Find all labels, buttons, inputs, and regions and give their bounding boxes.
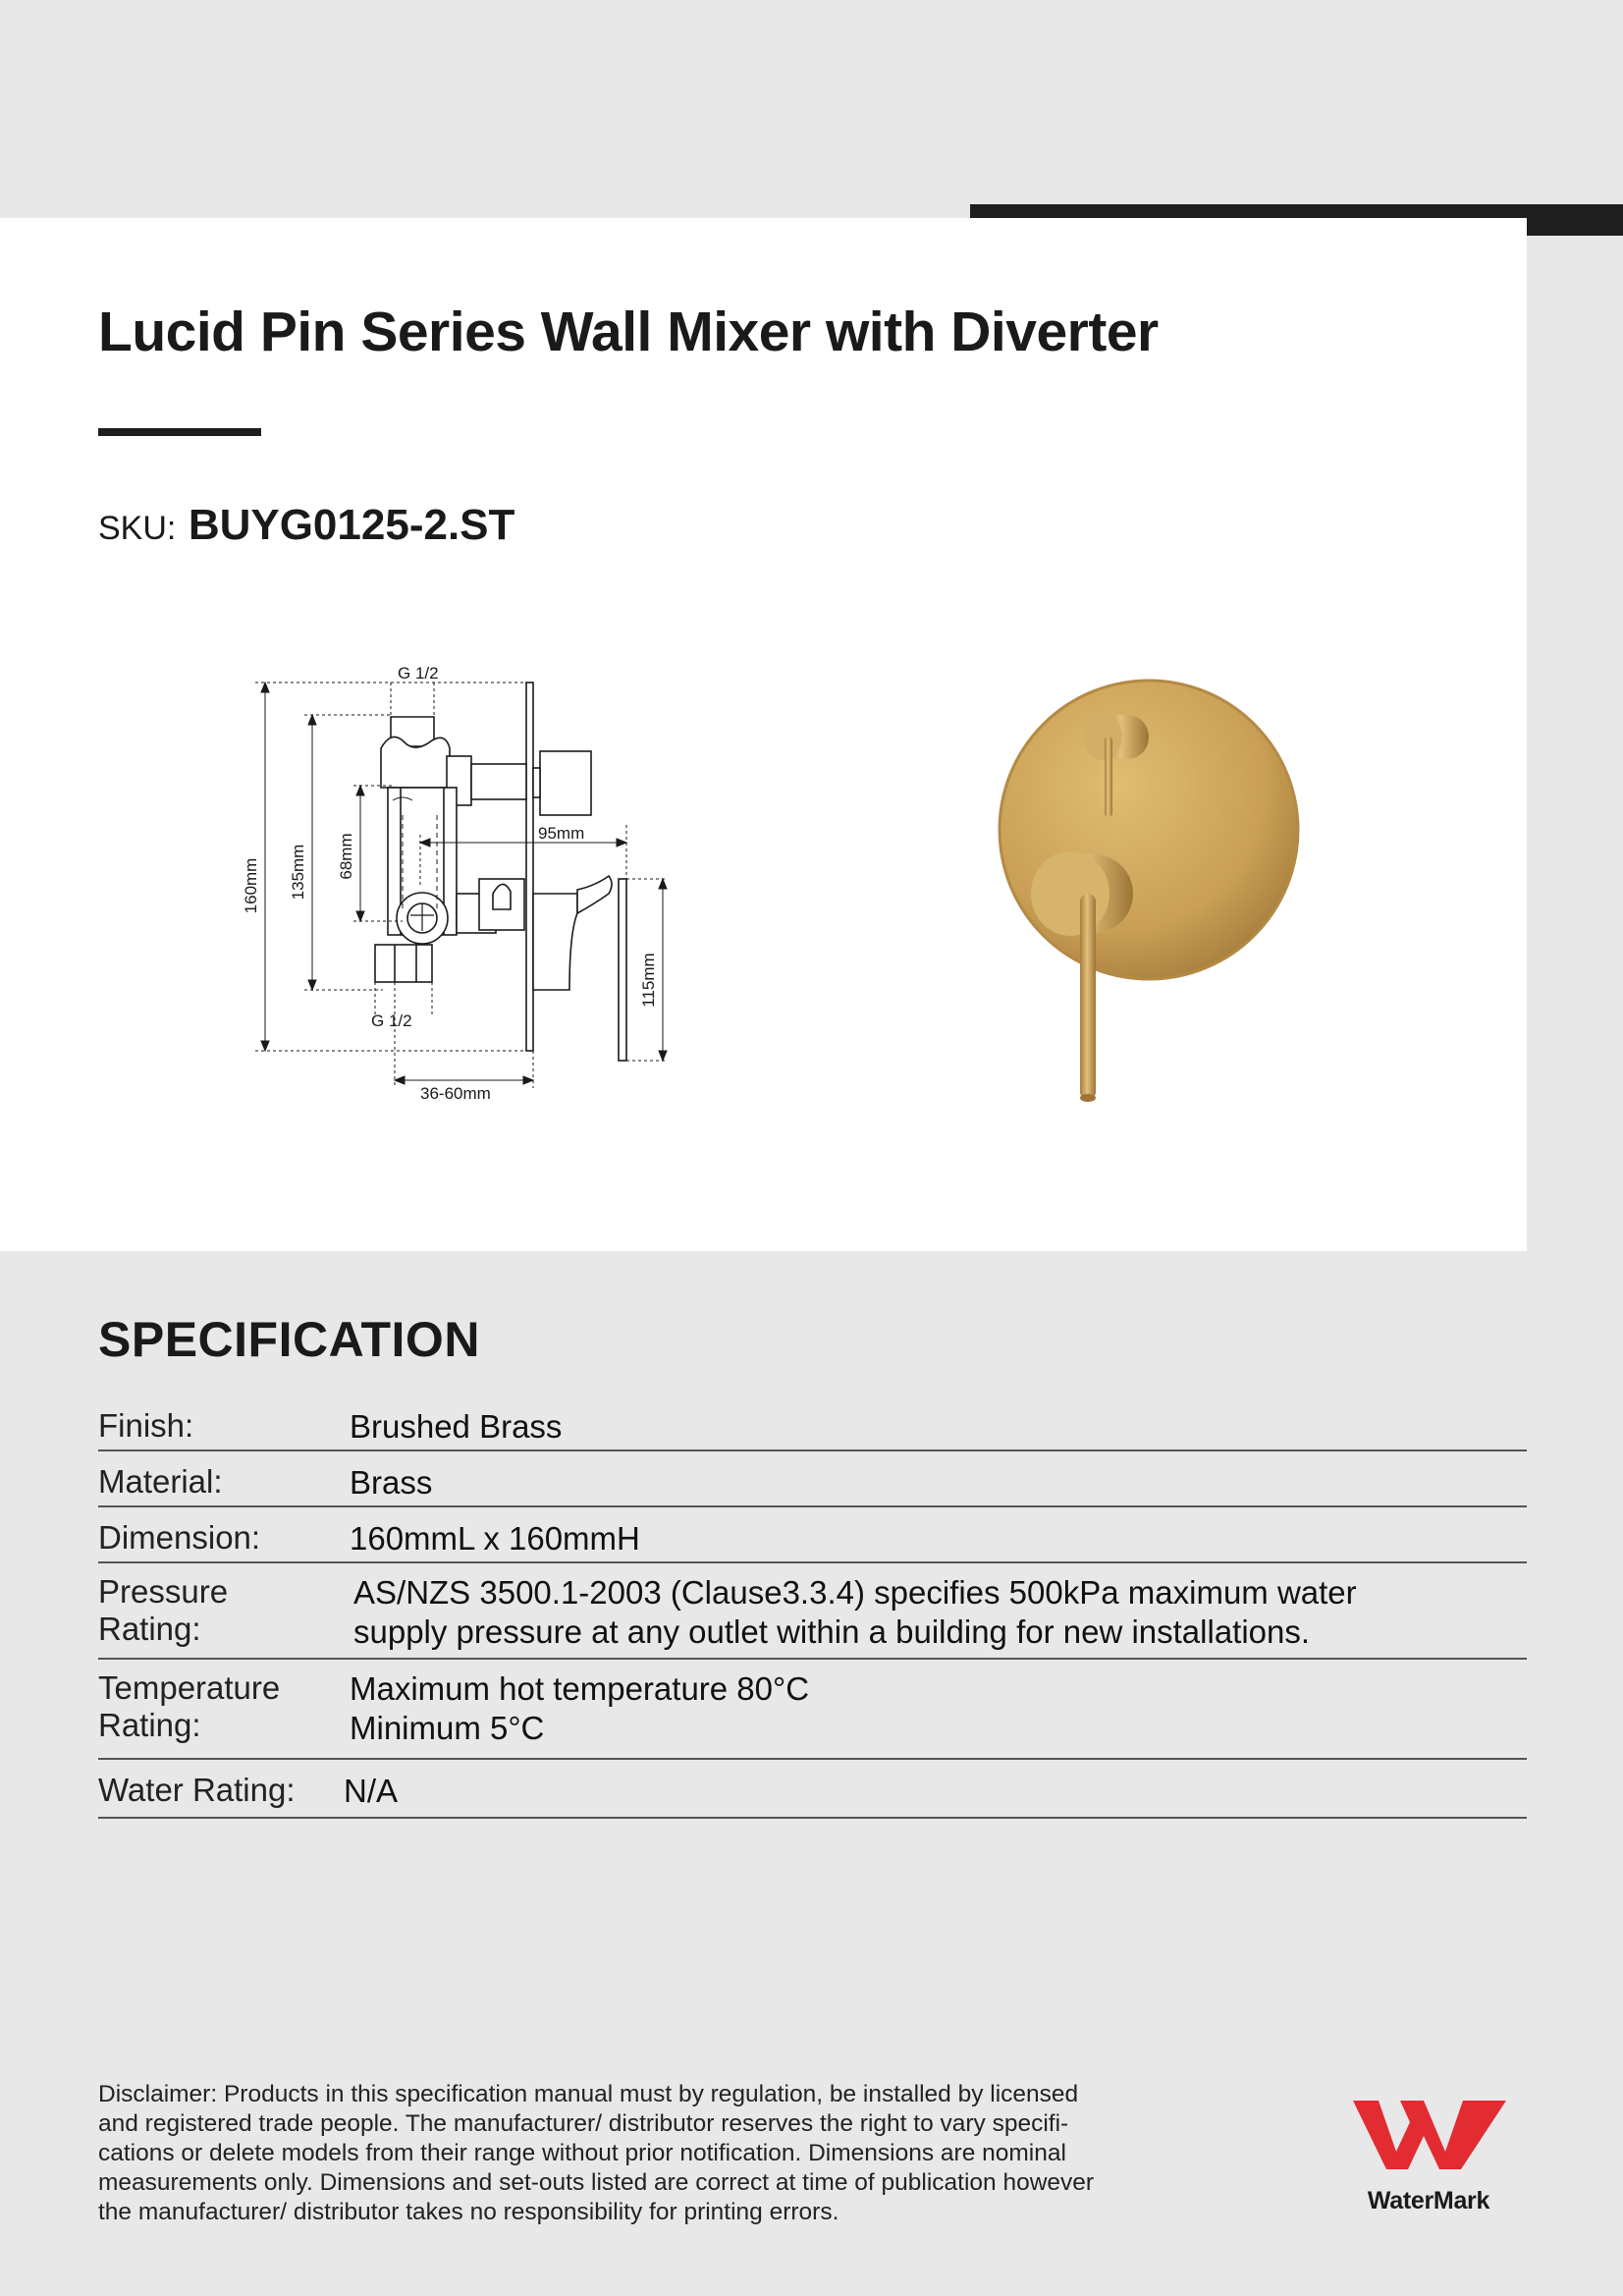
- label-thread-top: G 1/2: [398, 664, 439, 683]
- spec-row-pressure-rating: [98, 1563, 1527, 1660]
- spec-label: Finish:: [98, 1407, 194, 1444]
- spec-row-material: [98, 1451, 1527, 1507]
- sku-label: SKU:: [98, 510, 177, 547]
- spec-value: 160mmL x 160mmH: [350, 1520, 640, 1557]
- spec-label: Dimension:: [98, 1519, 261, 1556]
- spec-value: Brass: [350, 1464, 433, 1501]
- label-height-inlets: 135mm: [289, 844, 307, 901]
- watermark-logo-icon: [1345, 2097, 1512, 2185]
- watermark-logo-text: WaterMark: [1367, 2187, 1490, 2214]
- top-band: [0, 0, 1623, 218]
- spec-label: Water Rating:: [98, 1772, 296, 1808]
- spec-label: Temperature Rating:: [98, 1669, 281, 1743]
- specification-heading: SPECIFICATION: [98, 1312, 480, 1367]
- title-underline: [98, 428, 261, 436]
- label-height-mid: 68mm: [337, 833, 355, 880]
- label-depth-spout: 95mm: [538, 824, 585, 843]
- spec-value: Maximum hot temperature 80°C Minimum 5°C: [350, 1670, 810, 1746]
- spec-value: N/A: [344, 1773, 399, 1809]
- spec-label: Material:: [98, 1463, 223, 1500]
- spec-row-dimension: [98, 1507, 1527, 1563]
- label-height-total: 160mm: [242, 857, 260, 914]
- watermark-logo: [1345, 2097, 1512, 2224]
- label-thread-bottom: G 1/2: [371, 1011, 412, 1030]
- spec-row-water-rating: [98, 1760, 1527, 1819]
- spec-value: AS/NZS 3500.1-2003 (Clause3.3.4) specifies 500kPa maximum water supply pressure at any outlet within a building for new installations.: [353, 1574, 1357, 1650]
- page-title: Lucid Pin Series Wall Mixer with Diverter: [98, 301, 1159, 363]
- specification-table: [98, 1399, 1527, 1819]
- technical-drawing: [236, 658, 697, 1110]
- sku-value: BUYG0125-2.ST: [188, 501, 515, 549]
- label-depth-adjust: 36-60mm: [420, 1084, 491, 1103]
- spec-row-finish: [98, 1399, 1527, 1451]
- product-image: [992, 668, 1316, 1110]
- sku-line: [98, 501, 514, 550]
- disclaimer: Disclaimer: Products in this specification manual must by regulation, be installed by licensed and registered trade people. The manufacturer/ distributor reserves the right to vary specifi- cations or delete models from their range without prior notification. Dimensions are nominal measurements only. Dimensions and set-outs listed are correct at time of publication however the manufacturer/ distributor takes no responsibility for printing errors.: [98, 2081, 1095, 2225]
- label-height-lever: 115mm: [639, 953, 658, 1008]
- spec-value: Brushed Brass: [350, 1408, 563, 1445]
- spec-row-temperature-rating: [98, 1660, 1527, 1760]
- spec-label: Pressure Rating:: [98, 1573, 229, 1647]
